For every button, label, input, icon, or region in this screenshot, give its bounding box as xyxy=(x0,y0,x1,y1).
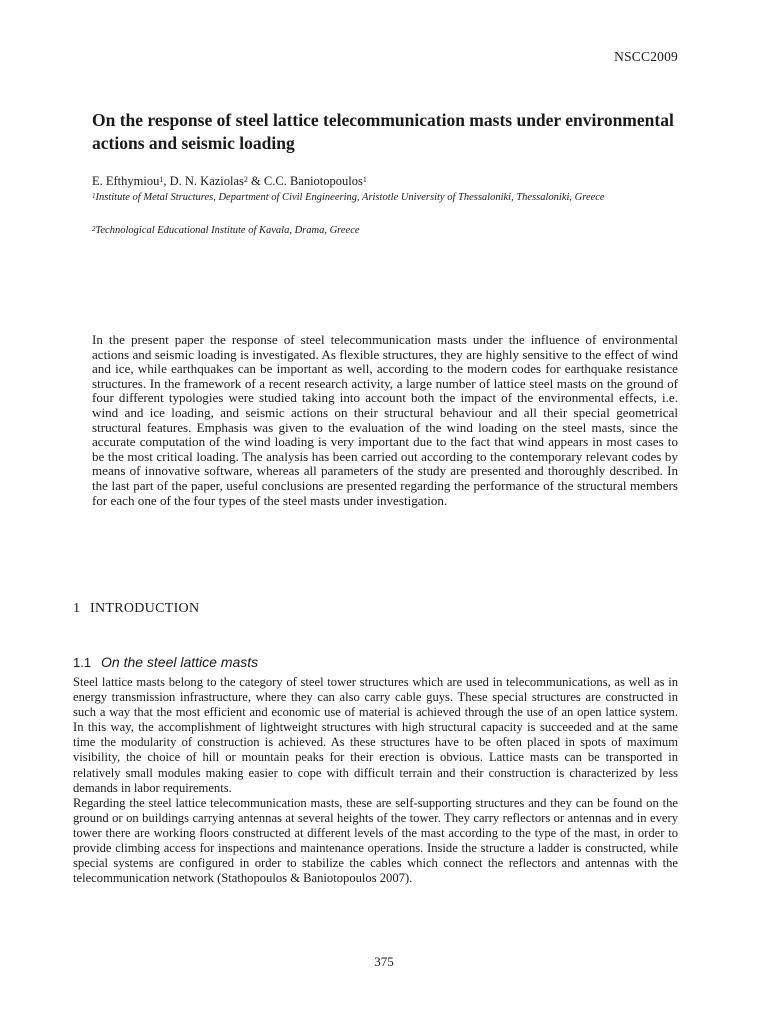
author-name: E. Efthymiou xyxy=(92,174,160,188)
page-number: 375 xyxy=(374,954,394,969)
abstract-text: In the present paper the response of steel telecommunication masts under the influence of environmental actions and seismic loading is investigated. As flexible structures, they are highly sensitive to the effect of wind and ice, while earthquakes can be important as well, according to the modern codes for earthquake resistance structures. In the framework of a recent research activity, a large number of lattice steel masts on the ground of four different typologies were studied taking into account both the impact of the environmental effects, i.e. wind and ice loading, and seismic actions on their structural behaviour and all their special geometrical structural features. Emphasis was given to the evaluation of the wind loading on the steel masts, since the accurate computation of the wind loading is very important due to the fact that wind appears in most cases to be the most critical loading. The analysis has been carried out according to the contemporary relevant codes by means of innovative software, whereas all parameters of the study are presented and thoroughly described. In the last part of the paper, useful conclusions are presented regarding the performance of the structural members for each one of the four types of the steel masts under investigation. xyxy=(92,332,678,508)
affiliation xyxy=(92,224,678,238)
section-number: 1 xyxy=(73,601,81,616)
subsection-title: On the steel lattice masts xyxy=(101,654,259,670)
affiliation-mark: 1 xyxy=(92,192,96,200)
paper-title: On the response of steel lattice telecommunication masts under environmental actions and seismic loading xyxy=(92,110,674,153)
author-separator: , xyxy=(163,174,170,188)
author-name: C.C. Baniotopoulos xyxy=(263,174,363,188)
author-affiliation-mark: 2 xyxy=(243,175,248,184)
section-title: INTRODUCTION xyxy=(90,601,200,616)
paragraph: Steel lattice masts belong to the category of steel tower structures which are used in telecommunications, as well as in energy transmission infrastructure, where they can also carry cable guys. These special structures are constructed in such a way that the most efficient and economic use of material is achieved through the use of an open lattice system. In this way, the accomplishment of lightweight structures with high structural capacity is succeeded and at the same time the modularity of construction is achieved. As these structures have to be often placed in spots of maximum visibility, the choice of hill or mountain peaks for their erection is obvious. Lattice masts can be transported in relatively small modules making easier to cope with difficult terrain and their construction is characterized by less demands in labor requirements. xyxy=(73,675,678,795)
author-affiliation-mark: 1 xyxy=(159,175,164,184)
section-heading xyxy=(73,601,199,617)
affiliation xyxy=(92,191,678,205)
abstract xyxy=(92,333,678,508)
author-list xyxy=(92,174,367,189)
conference-label: NSCC2009 xyxy=(614,49,678,64)
subsection-heading xyxy=(73,654,258,672)
author-affiliation-mark: 1 xyxy=(362,175,367,184)
author-name: D. N. Kaziolas xyxy=(169,174,244,188)
paragraph: Regarding the steel lattice telecommunication masts, these are self-supporting structures and they can be found on the ground or on buildings carrying antennas at several heights of the tower. They carry reflectors or antennas and in every tower there are working floors constructed at different levels of the mast according to the type of the mast, in order to provide climbing access for inspections and maintenance operations. Inside the structure a ladder is constructed, while special systems are configured in order to stabilize the cables which connect the reflectors and antennas with the telecommunication network (Stathopoulos & Baniotopoulos 2007). xyxy=(73,795,678,886)
affiliation-mark: 2 xyxy=(92,225,96,233)
affiliation-text: Technological Educational Institute of Kavala, Drama, Greece xyxy=(95,225,360,236)
affiliation-text: Institute of Metal Structures, Department of Civil Engineering, Aristotle University of Thessaloniki, Thessaloniki, Greece xyxy=(95,192,605,203)
subsection-number: 1.1 xyxy=(73,655,92,670)
body-text xyxy=(73,675,678,886)
author-separator: & xyxy=(247,174,264,188)
